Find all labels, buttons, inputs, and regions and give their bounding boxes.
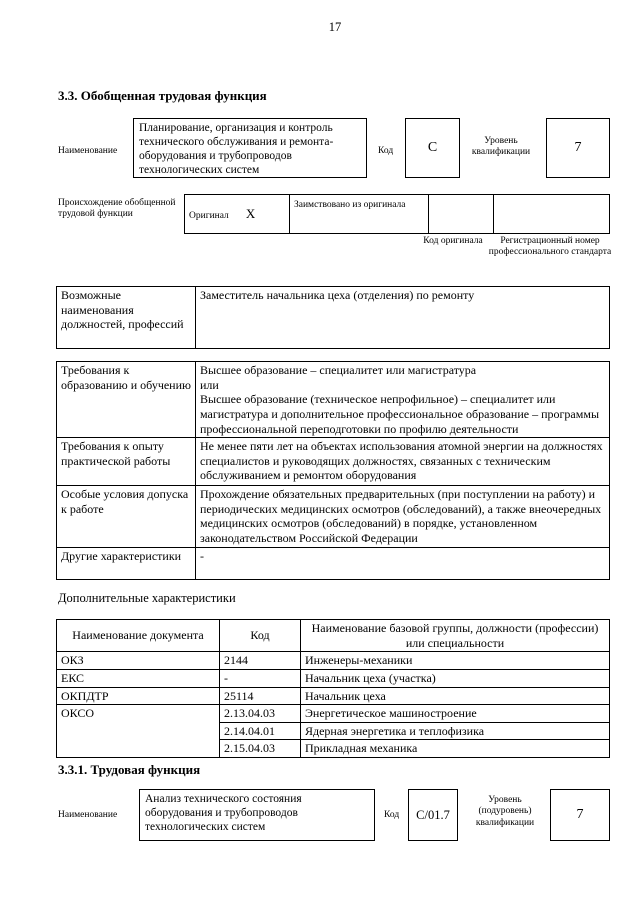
page-number: 17 <box>328 20 342 34</box>
header-code: Код <box>220 620 301 652</box>
row-name: Энергетическое машиностроение <box>301 705 610 723</box>
table-row <box>57 705 610 723</box>
sub-name-label: Наименование <box>58 810 118 820</box>
additional-table <box>56 619 610 758</box>
row-code: 2.15.04.03 <box>220 740 301 758</box>
code-caption: Код оригинала <box>423 236 483 246</box>
table-row <box>57 669 610 687</box>
code-value-box <box>405 118 460 178</box>
row-code: 2144 <box>220 652 301 670</box>
header-document: Наименование документа <box>57 620 220 652</box>
sub-name-value-box <box>139 789 375 841</box>
code-value: C <box>427 140 438 155</box>
level-value: 7 <box>574 140 582 155</box>
header-name: Наименование базовой группы, должности (профессии) или специальности <box>301 620 610 652</box>
origin-code-cell <box>429 195 494 234</box>
level-label: Уровень квалификации <box>471 136 531 158</box>
original-label: Оригинал <box>189 210 229 221</box>
row-code: 2.14.04.01 <box>220 722 301 740</box>
positions-value: Заместитель начальника цеха (отделения) по ремонту <box>196 287 610 349</box>
education-value <box>196 362 610 438</box>
positions-label: Возможные наименования должностей, профессий <box>57 287 196 349</box>
other-label: Другие характеристики <box>57 547 196 579</box>
education-line-2: или <box>200 377 219 392</box>
row-doc: ОКЗ <box>57 652 220 670</box>
sub-level-value-box <box>550 789 610 841</box>
requirements-table <box>56 361 610 580</box>
name-value-box <box>133 118 367 178</box>
reg-caption: Регистрационный номер профессионального стандарта <box>488 236 612 258</box>
row-code: 2.13.04.03 <box>220 705 301 723</box>
positions-table <box>56 286 610 349</box>
row-doc: ЕКС <box>57 669 220 687</box>
other-value: - <box>196 547 610 579</box>
education-line-3: Высшее образование (техническое непрофильное) – специалитет или магистратура и дополнительное профессиональное образование – программы профессиональной переподготовки по профилю деятельности <box>200 392 600 436</box>
row-name: Начальник цеха (участка) <box>301 669 610 687</box>
sub-code-label: Код <box>384 810 400 820</box>
origin-label: Происхождение обобщенной трудовой функции <box>58 198 176 220</box>
original-mark: X <box>245 205 256 221</box>
origin-reg-cell <box>494 195 610 234</box>
subsection-title: 3.3.1. Трудовая функция <box>58 762 201 777</box>
name-label: Наименование <box>58 146 118 156</box>
row-name: Инженеры-механики <box>301 652 610 670</box>
row-code: - <box>220 669 301 687</box>
table-row <box>57 687 610 705</box>
origin-table <box>184 194 610 234</box>
additional-title: Дополнительные характеристики <box>58 591 236 605</box>
table-row <box>57 652 610 670</box>
origin-borrowed-cell <box>290 195 429 234</box>
experience-label: Требования к опыту практической работы <box>57 438 196 486</box>
level-value-box <box>546 118 610 178</box>
admission-value: Прохождение обязательных предварительных (при поступлении на работу) и периодических медицинских осмотров (обследований), а также внеочередных медицинских осмотров (обследований) в порядке, установленном законодательством Российской Федерации <box>196 486 610 548</box>
origin-original-cell <box>185 195 290 234</box>
admission-label: Особые условия допуска к работе <box>57 486 196 548</box>
name-value: Планирование, организация и контроль технического обслуживания и ремонта-оборудования и трубопроводов технологических систем <box>139 122 334 177</box>
education-label: Требования к образованию и обучению <box>57 362 196 438</box>
education-line-1: Высшее образование – специалитет или магистратура <box>200 363 477 377</box>
row-name: Прикладная механика <box>301 740 610 758</box>
sub-level-value: 7 <box>576 807 584 822</box>
sub-level-label: Уровень (подуровень) квалификации <box>475 795 535 828</box>
experience-value: Не менее пяти лет на объектах использования атомной энергии на должностях специалистов и руководящих должностях, связанных с техническим обслуживанием и ремонтом оборудования <box>196 438 610 486</box>
row-doc: ОКПДТР <box>57 687 220 705</box>
row-code: 25114 <box>220 687 301 705</box>
row-doc: ОКСО <box>57 705 220 758</box>
sub-name-value: Анализ технического состояния оборудования и трубопроводов технологических систем <box>145 793 302 834</box>
borrowed-label: Заимствовано из оригинала <box>294 200 406 210</box>
section-title: 3.3. Обобщенная трудовая функция <box>58 88 267 103</box>
code-label: Код <box>378 146 394 156</box>
row-name: Начальник цеха <box>301 687 610 705</box>
sub-code-value-box <box>408 789 458 841</box>
sub-code-value: C/01.7 <box>416 807 450 822</box>
row-name: Ядерная энергетика и теплофизика <box>301 722 610 740</box>
